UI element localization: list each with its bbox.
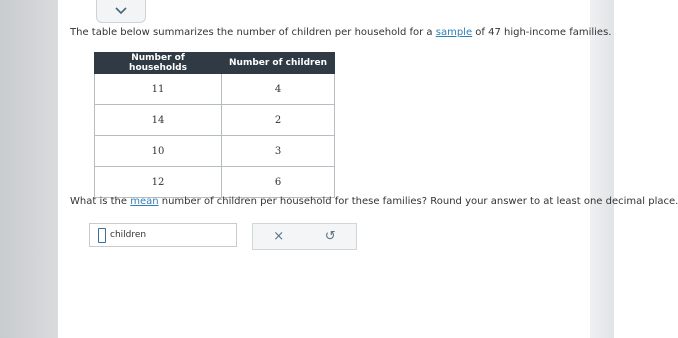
mean-link[interactable]: mean bbox=[130, 196, 159, 207]
answer-actions bbox=[252, 223, 357, 250]
households-cell: 11 bbox=[95, 74, 222, 105]
chevron-down-icon bbox=[115, 7, 127, 15]
header-children: Number of children bbox=[222, 53, 335, 74]
undo-icon: ↺ bbox=[324, 229, 336, 244]
prompt-text-start: The table below summarizes the number of children per household for a bbox=[70, 27, 436, 38]
clear-button[interactable] bbox=[266, 227, 292, 247]
children-cell: 2 bbox=[222, 105, 335, 136]
households-table bbox=[94, 52, 335, 198]
question-text-start: What is the bbox=[70, 196, 131, 207]
households-cell: 14 bbox=[95, 105, 222, 136]
sample-link[interactable]: sample bbox=[435, 27, 473, 38]
children-cell: 6 bbox=[222, 167, 335, 198]
close-icon: × bbox=[273, 229, 285, 244]
undo-button[interactable] bbox=[317, 227, 343, 247]
table-header-row bbox=[95, 53, 335, 74]
answer-input[interactable] bbox=[98, 228, 106, 243]
children-cell: 4 bbox=[222, 74, 335, 105]
prompt-text-end: of 47 high-income families. bbox=[472, 27, 612, 38]
table-row bbox=[95, 74, 335, 105]
children-cell: 3 bbox=[222, 136, 335, 167]
collapse-toggle[interactable] bbox=[96, 0, 146, 23]
question-text bbox=[70, 195, 678, 209]
left-margin bbox=[0, 0, 58, 338]
unit-label: children bbox=[110, 230, 147, 240]
table-row bbox=[95, 105, 335, 136]
question-text-end: number of children per household for these families? Round your answer to at least one decimal place. bbox=[158, 196, 678, 207]
households-cell: 12 bbox=[95, 167, 222, 198]
problem-statement bbox=[70, 26, 612, 40]
right-margin bbox=[590, 0, 614, 338]
table-row bbox=[95, 167, 335, 198]
header-households: Number of households bbox=[95, 53, 222, 74]
households-cell: 10 bbox=[95, 136, 222, 167]
table-row bbox=[95, 136, 335, 167]
answer-area bbox=[89, 223, 237, 247]
